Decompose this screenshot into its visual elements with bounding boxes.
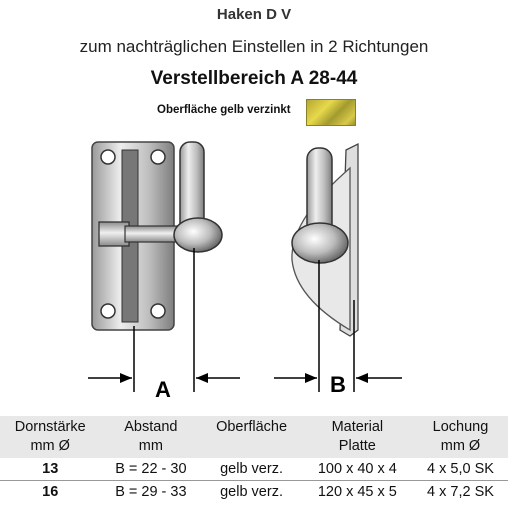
column-header: Lochung mm Ø xyxy=(413,416,508,458)
table-cell: 120 x 45 x 5 xyxy=(317,484,397,500)
dimension-label-a: A xyxy=(155,377,171,402)
table-cell: gelb verz. xyxy=(220,484,283,500)
column-header: Oberfläche xyxy=(201,416,301,458)
front-view xyxy=(88,142,240,402)
spec-table xyxy=(0,416,508,503)
column-header: Material Platte xyxy=(302,416,413,458)
table-cell: gelb verz. xyxy=(201,458,301,481)
side-view xyxy=(274,144,402,397)
table-row xyxy=(0,481,508,504)
surface-label: Oberfläche gelb verzinkt xyxy=(157,104,291,116)
table-cell: B = 29 - 33 xyxy=(115,484,187,500)
table-cell: 13 xyxy=(0,458,100,481)
pin-eye xyxy=(174,218,222,252)
color-swatch xyxy=(306,99,356,126)
table-cell: B = 22 - 30 xyxy=(100,458,201,481)
side-pin-eye xyxy=(292,223,348,263)
product-title: Haken D V xyxy=(216,6,292,23)
table-cell: 4 x 7,2 SK xyxy=(427,484,494,500)
product-subtitle: zum nachträglichen Einstellen in 2 Richtungen xyxy=(79,37,429,56)
dimension-label-b: B xyxy=(330,372,346,397)
table-cell: 100 x 40 x 4 xyxy=(302,458,413,481)
table-cell: 16 xyxy=(42,484,59,500)
product-drawing xyxy=(0,130,508,410)
adjustment-range: Verstellbereich A 28-44 xyxy=(150,68,358,89)
table-row xyxy=(0,458,508,481)
table-header-row xyxy=(0,416,508,458)
column-header: Dornstärke mm Ø xyxy=(0,416,100,458)
table-cell: 4 x 5,0 SK xyxy=(413,458,508,481)
column-header: Abstand mm xyxy=(100,416,201,458)
